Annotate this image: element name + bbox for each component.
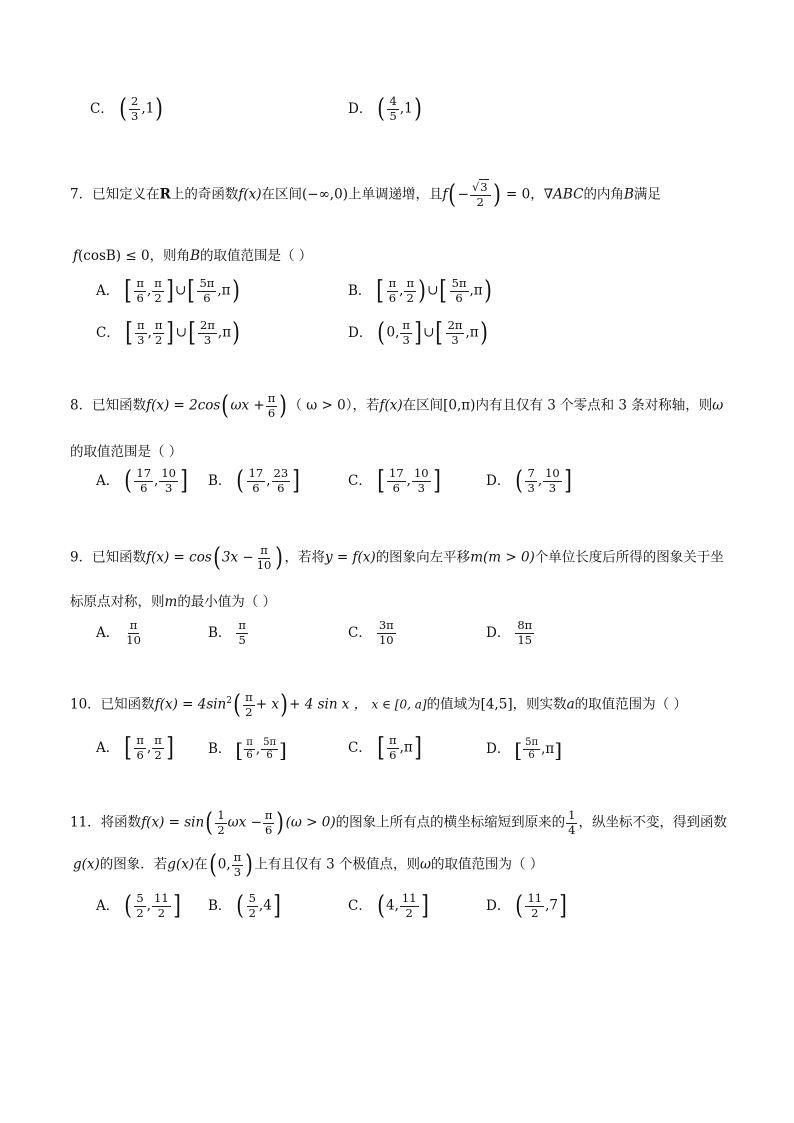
q9-stem-line2: 标原点对称，则m的最小值为（ ） (70, 594, 277, 610)
fraction: $\frac{√3}{2}$ (470, 182, 491, 208)
q8-stem-line1: 8．已知函数f(x) = 2cos(ωx + $\frac{\pi}{6}$ )（ ω > 0），若f(x)在区间[0,π)内有且仅有 3 个零点和 3 条对称轴，则ω (70, 391, 724, 421)
q8-option-c: C． [ $\frac{17}{6}$ , $\frac{10}{3}$ ] (348, 466, 441, 496)
fraction: $\frac{2}{3}$ (131, 94, 139, 123)
q7-option-b: B． [ $\frac{\pi}{6}$ , $\frac{\pi}{2}$ )∪[ $\frac{5\pi}{6}$ ,π) (348, 276, 492, 306)
q7-option-d: D． (0, $\frac{\pi}{3}$ ]∪[ $\frac{2\pi}{3}$ ,π) (348, 318, 488, 348)
q7-option-a: A． [ $\frac{\pi}{6}$ , $\frac{\pi}{2}$ ]∪[ $\frac{5\pi}{6}$ ,π) (96, 276, 240, 306)
fraction: $\frac{4}{5}$ (389, 94, 397, 123)
q8-stem-line2: 的取值范围是（ ） (70, 444, 183, 460)
q11-option-b: B． ( $\frac{5}{2}$ ,4] (208, 891, 281, 921)
q10-option-b: B． [ $\frac{\pi}{6}$ , $\frac{5\pi}{6}$ ] (208, 737, 287, 762)
q8-option-d: D． ( $\frac{7}{3}$ , $\frac{10}{3}$ ] (486, 466, 572, 496)
q9-option-b: B． $\frac{\pi}{5}$ (208, 618, 246, 647)
q7-option-c: C． [ $\frac{\pi}{3}$ , $\frac{\pi}{2}$ ]∪[ $\frac{2\pi}{3}$ ,π) (96, 318, 240, 348)
q11-option-a: A． ( $\frac{5}{2}$ , $\frac{11}{2}$ ] (96, 891, 181, 921)
q8-option-a: A． ( $\frac{17}{6}$ , $\frac{10}{3}$ ] (96, 466, 188, 496)
q9-option-a: A． $\frac{\pi}{10}$ (96, 618, 141, 647)
q6-option-d: D． ( $\frac{4}{5}$ ,1) (348, 94, 422, 124)
q7-stem-line2: f(cosB) ≤ 0，则角B的取值范围是（ ） (73, 248, 313, 264)
q11-option-d: D． ( $\frac{11}{2}$ ,7] (486, 891, 567, 921)
q10-option-a: A． [ $\frac{\pi}{6}$ , $\frac{\pi}{2}$ ] (96, 733, 174, 763)
q7-stem-line1: 7．已知定义在R上的奇函数f(x)在区间(−∞,0)上单调递增，且f(− $\frac{√3}{2}$ ) = 0，∇ABC的内角B满足 (70, 180, 661, 210)
q9-stem-line1: 9．已知函数f(x) = cos(3x − $\frac{\pi}{10}$ )，若将y = f(x)的图象向左平移m(m > 0)个单位长度后所得的图象关于坐 (70, 543, 724, 573)
q9-option-d: D． $\frac{8\pi}{15}$ (486, 618, 533, 647)
q10-stem: 10．已知函数$f(x) = 4\sin^2$( $\frac{\pi}{2}$ + x)+ 4 sin x ， x ∈ [0, a]的值域为[4,5]，则实数a的取值范围为（ ） (70, 690, 687, 720)
q9-option-c: C． $\frac{3\pi}{10}$ (348, 618, 394, 647)
q11-stem-line2: g(x)的图象．若g(x)在(0, $\frac{\pi}{3}$ )上有且仅有 3 个极值点，则ω的取值范围为（ ） (73, 850, 544, 880)
q8-option-b: B． ( $\frac{17}{6}$ , $\frac{23}{6}$ ] (208, 466, 301, 496)
q10-option-c: C． [ $\frac{\pi}{6}$ ,π] (348, 733, 422, 763)
q6-option-c: C． ( $\frac{2}{3}$ ,1) (90, 94, 164, 124)
q10-option-d: D． [ $\frac{5\pi}{6}$ ,π] (486, 737, 563, 762)
q11-stem-line1: 11．将函数f(x) = sin( $\frac{1}{2}$ ωx − $\frac{\pi}{6}$ )(ω > 0)的图象上所有点的横坐标缩短到原来的 $\frac{1}{4}$ ，纵坐标不变，得到函数 (70, 808, 727, 838)
q11-option-c: C． (4, $\frac{11}{2}$ ] (348, 891, 429, 921)
